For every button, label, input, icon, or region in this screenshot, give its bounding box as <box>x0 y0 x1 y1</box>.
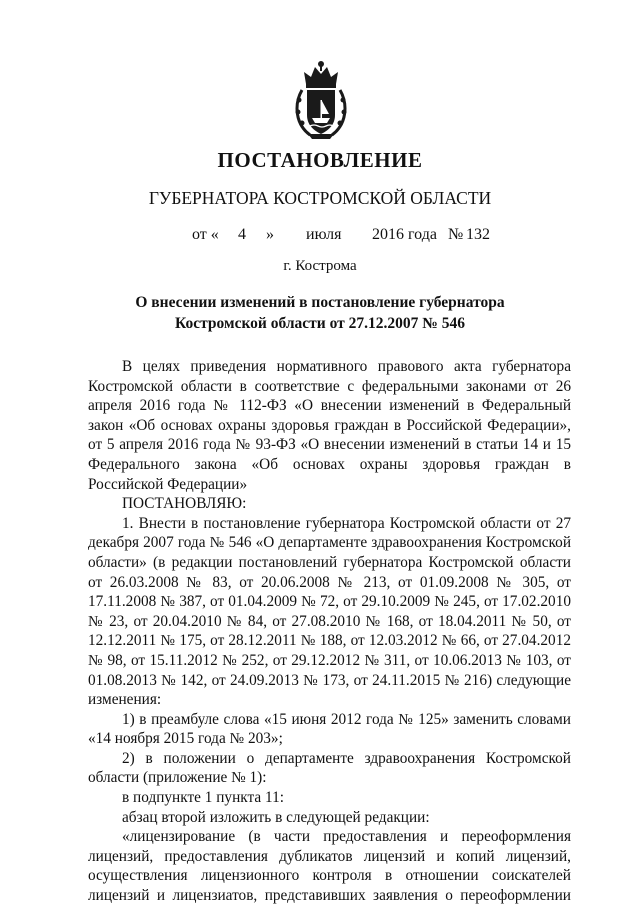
date-year: 2016 года <box>372 226 437 243</box>
date-close-quote: » <box>266 226 274 243</box>
item-1-1-paragraph: 1) в преамбуле слова «15 июня 2012 года № 125» заменить словами «14 ноября 2015 года № 203»; <box>88 710 571 748</box>
document-body <box>88 357 571 906</box>
coat-of-arms-icon <box>292 60 350 140</box>
document-subject <box>0 292 640 334</box>
subject-line-2: Костромской области от 27.12.2007 № 546 <box>175 315 465 332</box>
preamble-paragraph: В целях приведения нормативного правового акта губернатора Костромской области в соответствие с федеральными законами от 26 апреля 2016 года № 112-ФЗ «О внесении изменений в Федеральный закон «Об основах охраны здоровья граждан в Российской Федерации», от 5 апреля 2016 года № 93-ФЗ «О внесении изменений в статьи 14 и 15 Федерального закона «Об основах охраны здоровья граждан в Российской Федерации» <box>88 358 571 493</box>
subject-line-1: О внесении изменений в постановление губернатора <box>135 294 505 311</box>
city-line: г. Кострома <box>283 258 357 274</box>
document-number-sign: № <box>448 226 464 243</box>
item-1-paragraph: 1. Внести в постановление губернатора Костромской области от 27 декабря 2007 года № 546 «О департаменте здравоохранения Костромской области» (в редакции постановлений губернатора Костромской области от 26.03.2008 № 83, от 20.06.2008 № 213, от 01.09.2008 № 305, от 17.11.2008 № 387, от 01.04.2009 № 72, от 29.10.2009 № 245, от 17.02.2010 № 23, от 20.04.2010 № 84, от 27.08.2010 № 168, от 18.04.2011 № 50, от 12.12.2011 № 175, от 28.12.2011 № 188, от 12.03.2012 № 66, от 27.04.2012 № 98, от 15.11.2012 № 252, от 29.12.2012 № 311, от 10.06.2013 № 103, от 01.08.2013 № 142, от 24.09.2013 № 173, от 24.11.2015 № 216) следующие изменения: <box>88 514 571 709</box>
subitem-paragraph-2: абзац второй изложить в следующей редакции: <box>122 808 430 826</box>
date-month: июля <box>306 226 342 243</box>
quoted-text-paragraph: «лицензирование (в части предоставления и переоформления лицензий, предоставления дубликатов лицензий и копий лицензий, осуществления лицензионного контроля в отношении соискателей лицензий и лицензиатов, представивших заявления о переоформлении <box>88 828 571 905</box>
document-type-title: ПОСТАНОВЛЕНИЕ <box>217 148 423 172</box>
item-1-2-paragraph: 2) в положении о департаменте здравоохранения Костромской области (приложение № 1): <box>88 749 571 787</box>
subitem-paragraph: в подпункте 1 пункта 11: <box>122 789 284 807</box>
issuer-title: ГУБЕРНАТОРА КОСТРОМСКОЙ ОБЛАСТИ <box>148 188 492 208</box>
date-day: 4 <box>238 226 246 243</box>
date-prefix: от « <box>192 226 219 243</box>
document-number: 132 <box>466 226 490 243</box>
resolve-heading: ПОСТАНОВЛЯЮ: <box>122 495 247 513</box>
